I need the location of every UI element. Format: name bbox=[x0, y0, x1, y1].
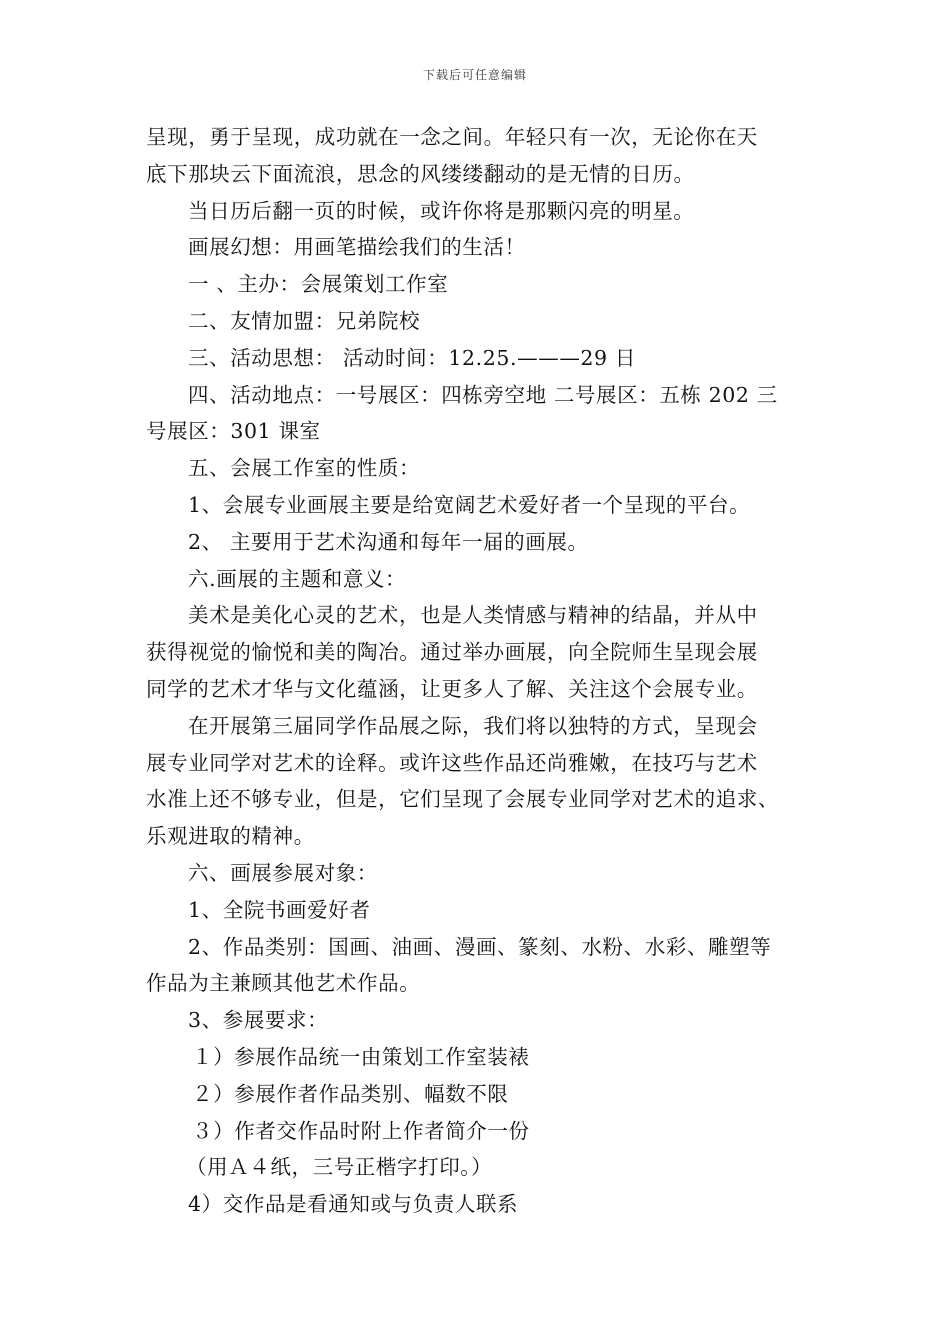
page-header-note: 下载后可任意编辑 bbox=[422, 68, 527, 82]
paragraph-line: 展专业同学对艺术的诠释。或许这些作品还尚雅嫩，在技巧与艺术 bbox=[146, 750, 758, 775]
paragraph-line: 当日历后翻一页的时候，或许你将是那颗闪亮的明星。 bbox=[188, 198, 695, 223]
paragraph-line: 呈现，勇于呈现，成功就在一念之间。年轻只有一次，无论你在天 bbox=[146, 125, 758, 149]
paragraph-line: 4）交作品是看通知或与负责人联系 bbox=[188, 1192, 519, 1217]
paragraph-line: ２）参展作者作品类别、幅数不限 bbox=[192, 1081, 509, 1106]
paragraph-line: （用Ａ４纸，三号正楷字打印。） bbox=[186, 1155, 493, 1180]
paragraph-line: 水准上还不够专业，但是，它们呈现了会展专业同学对艺术的追求、 bbox=[146, 787, 779, 812]
paragraph-line: ３）作者交作品时附上作者简介一份 bbox=[192, 1118, 530, 1143]
paragraph-line: 同学的艺术才华与文化蕴涵，让更多人了解、关注这个会展专业。 bbox=[146, 676, 758, 701]
paragraph-line: 乐观进取的精神。 bbox=[146, 824, 315, 849]
paragraph-line: 获得视觉的愉悦和美的陶冶。通过举办画展，向全院师生呈现会展 bbox=[146, 640, 758, 665]
paragraph-line: 五、会展工作室的性质： bbox=[188, 456, 421, 481]
paragraph-line: １）参展作品统一由策划工作室装裱 bbox=[192, 1044, 530, 1069]
paragraph-line: 六.画展的主题和意义： bbox=[188, 566, 407, 591]
paragraph-line: 二、友情加盟：兄弟院校 bbox=[188, 308, 421, 333]
paragraph-line: 号展区：301 课室 bbox=[146, 419, 321, 444]
paragraph-line: 2、作品类别：国画、油画、漫画、篆刻、水粉、水彩、雕塑等 bbox=[188, 934, 772, 959]
paragraph-line: 画展幻想：用画笔描绘我们的生活！ bbox=[188, 235, 526, 260]
paragraph-line: 作品为主兼顾其他艺术作品。 bbox=[146, 971, 421, 996]
paragraph-line: 3、参展要求： bbox=[188, 1008, 329, 1033]
paragraph-line: 四、活动地点：一号展区：四栋旁空地 二号展区：五栋 202 三 bbox=[188, 382, 778, 407]
paragraph-line: 1、全院书画爱好者 bbox=[188, 897, 371, 922]
paragraph-line: 六、画展参展对象： bbox=[188, 860, 378, 885]
document-body bbox=[146, 119, 826, 1223]
paragraph-line: 1、会展专业画展主要是给宽阔艺术爱好者一个呈现的平台。 bbox=[188, 492, 751, 517]
paragraph-line: 三、活动思想： 活动时间：12.25.———29 日 bbox=[188, 345, 636, 370]
paragraph-line: 一 、主办：会展策划工作室 bbox=[188, 272, 449, 297]
paragraph-line: 2、 主要用于艺术沟通和每年一届的画展。 bbox=[188, 529, 589, 554]
paragraph-line: 美术是美化心灵的艺术，也是人类情感与精神的结晶，并从中 bbox=[188, 603, 758, 628]
paragraph-line: 在开展第三届同学作品展之际，我们将以独特的方式，呈现会 bbox=[188, 713, 758, 738]
paragraph-line: 底下那块云下面流浪，思念的风缕缕翻动的是无情的日历。 bbox=[146, 161, 695, 186]
